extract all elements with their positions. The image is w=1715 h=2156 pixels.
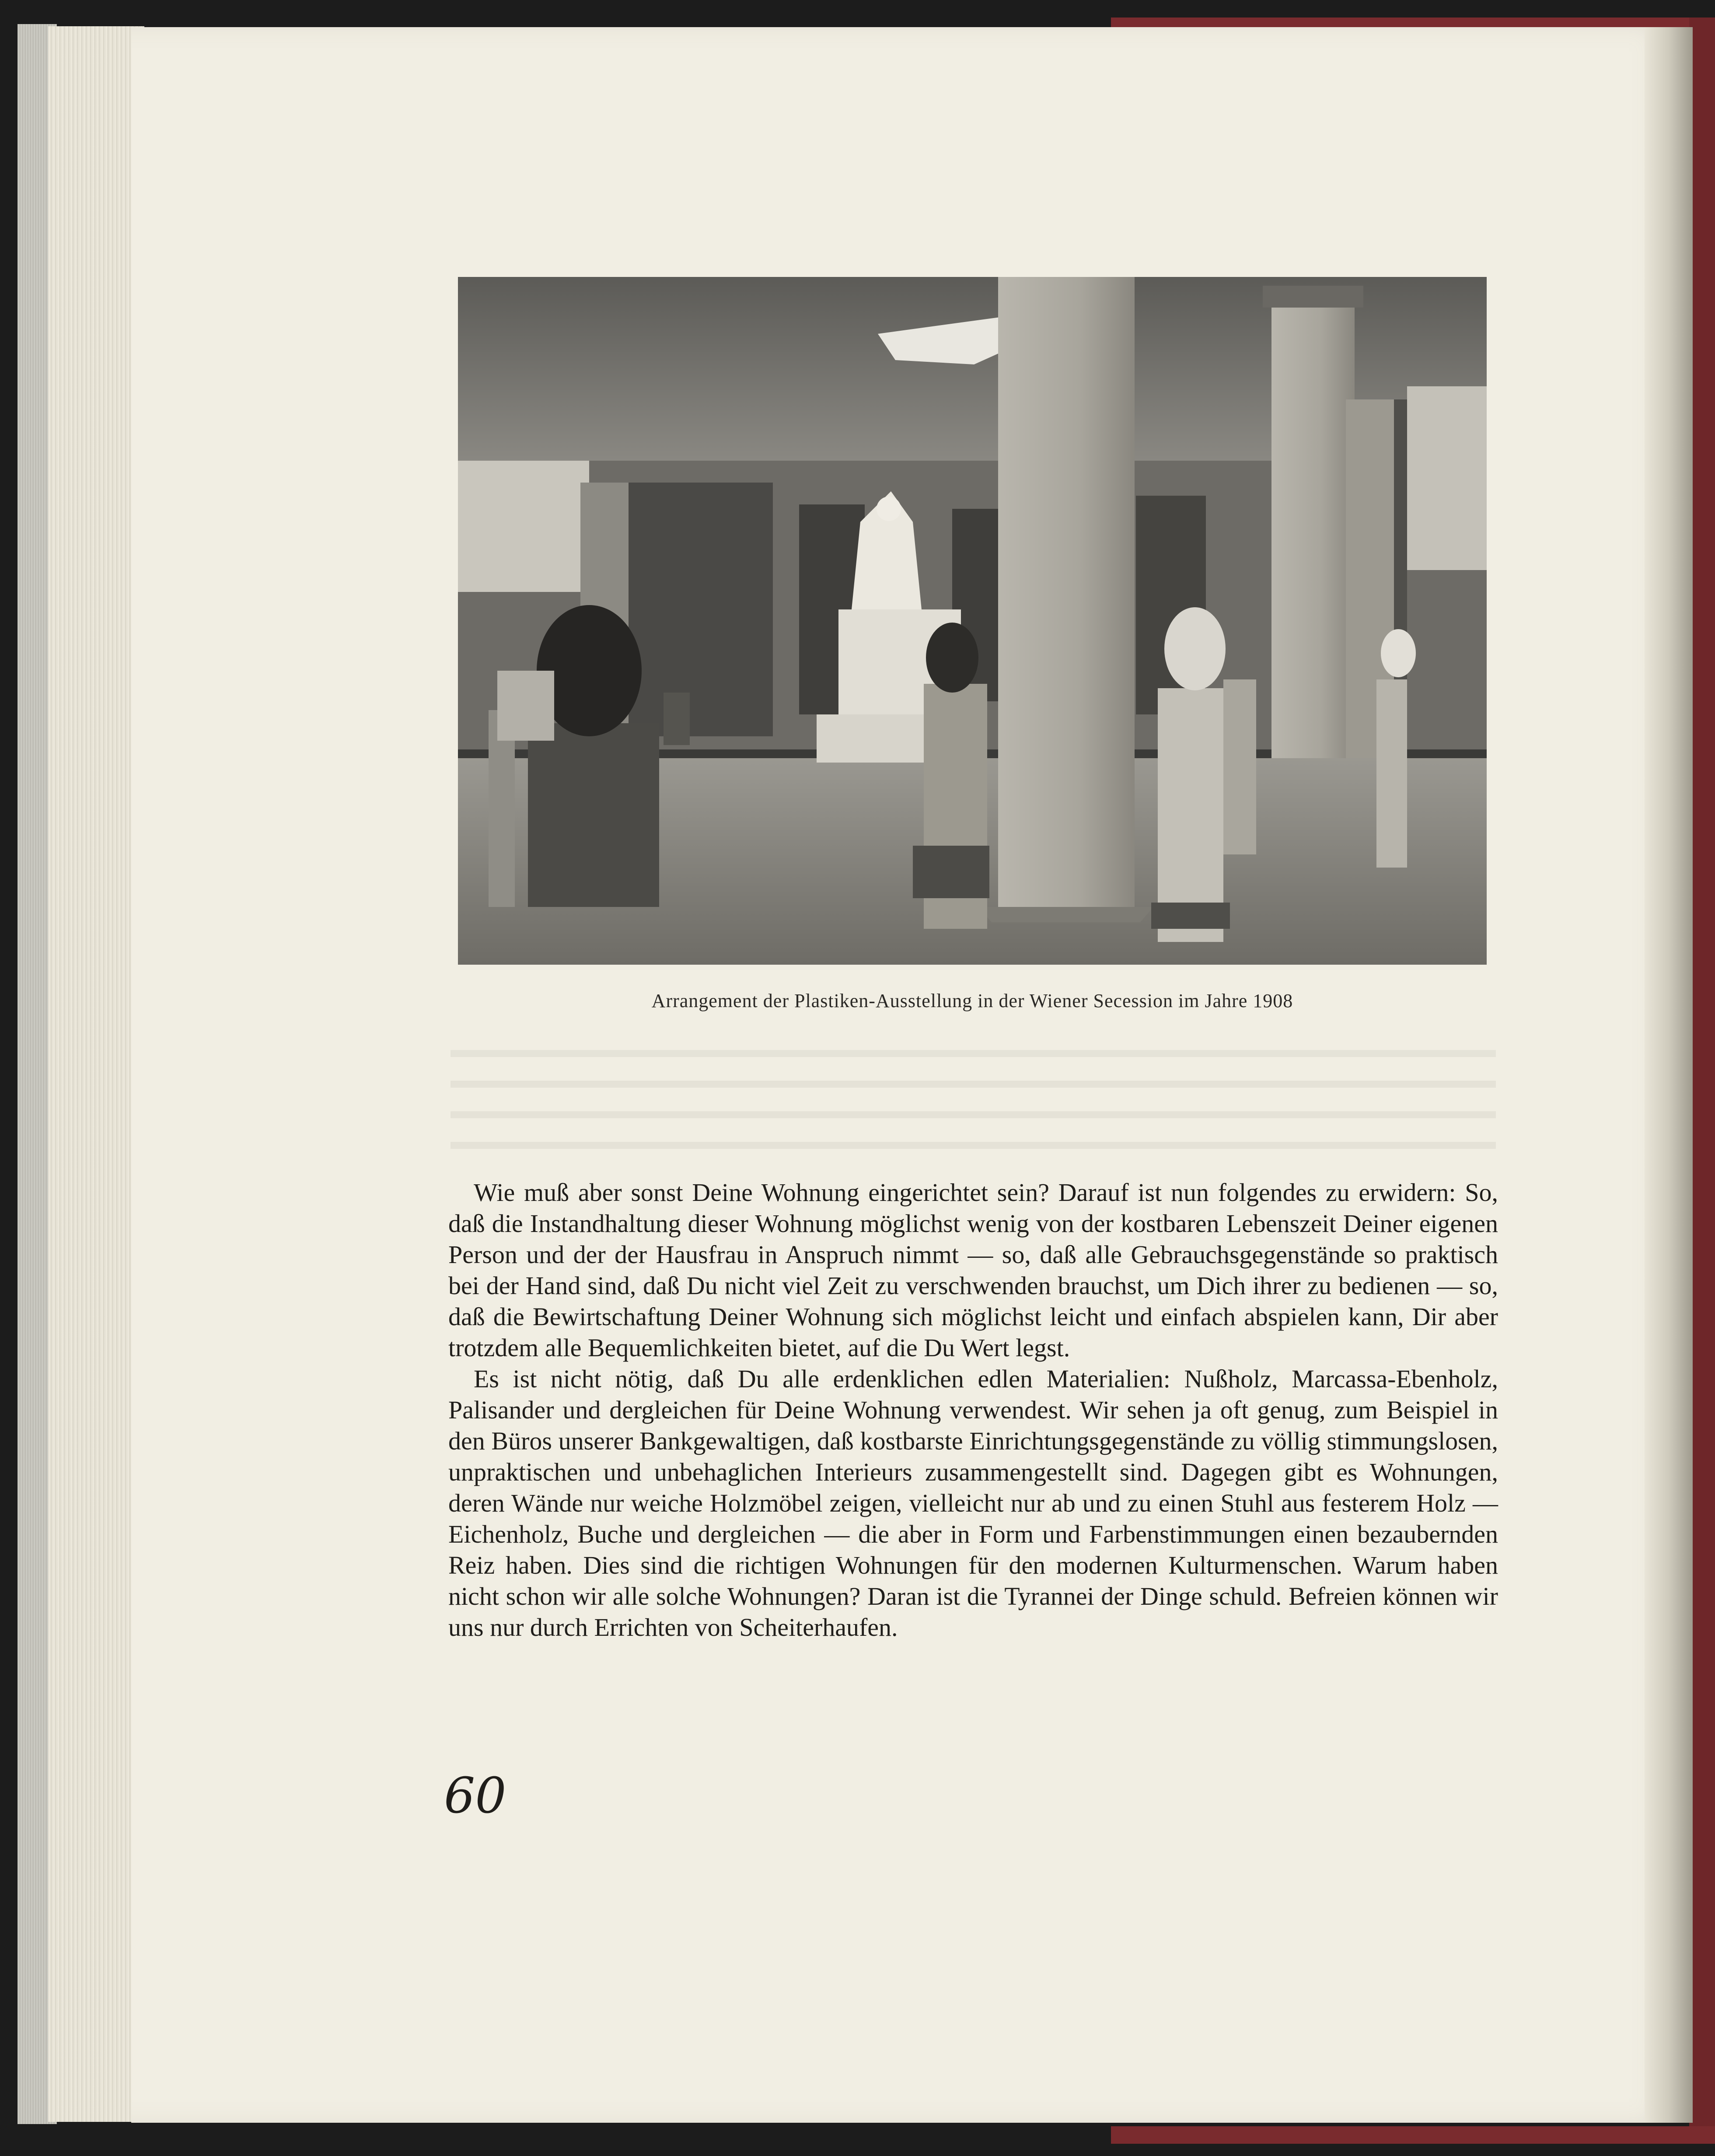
page-edges [48,26,144,2122]
exhibition-photograph [458,277,1487,965]
paragraph-2: Es ist nicht nötig, daß Du alle erdenklichen edlen Materialien: Nußholz, Marcassa-Ebenholz, Palisander und dergleichen für Deine Wohnung verwendest. Wir sehen ja oft genug, zum Beispiel in den Büros unserer Bankgewaltigen, daß kostbarste Einrichtungsgegenstände zu völlig stimmungslosen, unpraktischen und unbehaglichen Interieurs zusammengestellt sind. Dagegen gibt es Wohnungen, deren Wände nur weiche Holzmöbel zeigen, vielleicht nur ab und zu einen Stuhl aus festerem Holz — Eichenholz, Buche und dergleichen — die aber in Form und Farbenstimmungen einen bezaubernden Reiz haben. Dies sind die richtigen Wohnungen für den modernen Kulturmenschen. Warum haben nicht schon wir alle solche Wohnungen? Daran ist die Tyrannei der Dinge schuld. Befreien können wir uns nur durch Errichten von Scheiterhaufen. [448,1365,1498,1642]
page-number: 60 [444,1768,506,1824]
book-cover-right [1689,18,1715,2139]
paragraph-1: Wie muß aber sonst Deine Wohnung eingerichtet sein? Darauf ist nun folgendes zu erwidern: So, daß die Instandhaltung dieser Wohnung möglichst wenig von der kostbaren Lebenszeit Deiner eigenen Person und der der Hausfrau in Anspruch nimmt — so, daß alle Gebrauchsgegenstände so praktisch bei der Hand sind, daß Du nicht viel Zeit zu verschwenden brauchst, um Dich ihrer zu bedienen — so, daß die Bewirtschaftung Deiner Wohnung sich möglichst leicht und einfach abspielen kann, Dir aber trotzdem alle Bequemlichkeiten bietet, auf die Du Wert legst. [448,1178,1498,1362]
body-text [448,1177,1498,1643]
bleed-through-text [451,1050,1496,1172]
book-cover-bottom [1111,2126,1715,2144]
page-gutter [1645,27,1693,2123]
photo-caption: Arrangement der Plastiken-Ausstellung in der Wiener Secession im Jahre 1908 [651,990,1293,1012]
